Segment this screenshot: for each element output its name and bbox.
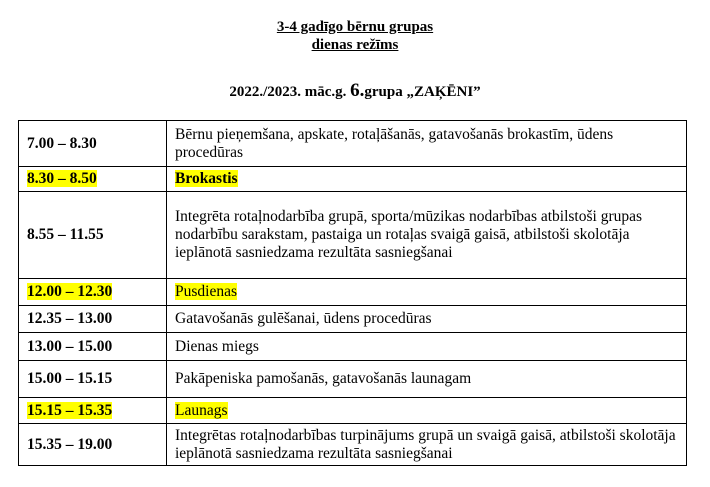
activity-cell [167, 333, 687, 361]
table-row [19, 306, 687, 333]
time-cell [19, 121, 167, 167]
activity-text: Pusdienas [175, 283, 237, 300]
time-cell [19, 424, 167, 466]
school-year-label: 2022./2023. māc.g. [229, 84, 347, 100]
activity-cell [167, 121, 687, 167]
time-text: 15.00 – 15.15 [27, 370, 113, 387]
time-cell [19, 398, 167, 424]
document-title-line1: 3-4 gadīgo bērnu grupas [276, 19, 434, 35]
activity-text: Dienas miegs [175, 337, 259, 355]
document-title-line2: dienas režīms [311, 37, 399, 53]
activity-text: Pakāpeniska pamošanās, gatavošanās launagam [175, 370, 472, 387]
time-text: 7.00 – 8.30 [27, 134, 97, 152]
time-text: 15.35 – 19.00 [27, 435, 113, 453]
time-text: 12.00 – 12.30 [27, 283, 113, 300]
table-row [19, 361, 687, 398]
time-cell [19, 306, 167, 333]
table-row [19, 424, 687, 466]
time-text: 8.30 – 8.50 [27, 170, 97, 187]
group-name: grupa „ZAĶĒNI” [364, 84, 481, 100]
activity-text: Integrētas rotaļnodarbības turpinājums grupā un svaigā gaisā, atbilstoši skolotāja ieplānotā sasniedzama rezultāta sasniegšanai [175, 426, 676, 462]
time-text: 13.00 – 15.00 [27, 337, 113, 355]
activity-cell [167, 424, 687, 466]
time-cell [19, 279, 167, 306]
time-text: 15.15 – 15.35 [27, 401, 113, 419]
activity-text: Gatavošanās gulēšanai, ūdens procedūras [175, 310, 432, 327]
table-row [19, 279, 687, 306]
time-cell [19, 192, 167, 279]
activity-cell [167, 279, 687, 306]
document-subtitle [0, 80, 710, 102]
time-cell [19, 361, 167, 398]
time-text: 8.55 – 11.55 [27, 226, 104, 243]
activity-text: Integrēta rotaļnodarbība grupā, sporta/mūzikas nodarbības atbilstoši grupas nodarbību sarakstam, pastaiga un rotaļas svaigā gaisā, atbilstoši skolotāja ieplānotā sasniedzama rezultāta sasniegšanai [175, 208, 643, 261]
schedule-table [18, 120, 687, 466]
activity-text: Bērnu pieņemšana, apskate, rotaļāšanās, gatavošanās brokastīm, ūdens procedūras [175, 125, 614, 161]
table-row [19, 398, 687, 424]
activity-text: Launags [175, 401, 228, 419]
time-cell [19, 333, 167, 361]
time-cell [19, 167, 167, 192]
activity-text: Brokastis [175, 170, 238, 187]
activity-cell [167, 361, 687, 398]
table-row [19, 167, 687, 192]
activity-cell [167, 192, 687, 279]
group-number: 6. [350, 80, 365, 101]
activity-cell [167, 398, 687, 424]
activity-cell [167, 306, 687, 333]
time-text: 12.35 – 13.00 [27, 310, 113, 327]
table-row [19, 121, 687, 167]
table-row [19, 333, 687, 361]
table-row [19, 192, 687, 279]
activity-cell [167, 167, 687, 192]
